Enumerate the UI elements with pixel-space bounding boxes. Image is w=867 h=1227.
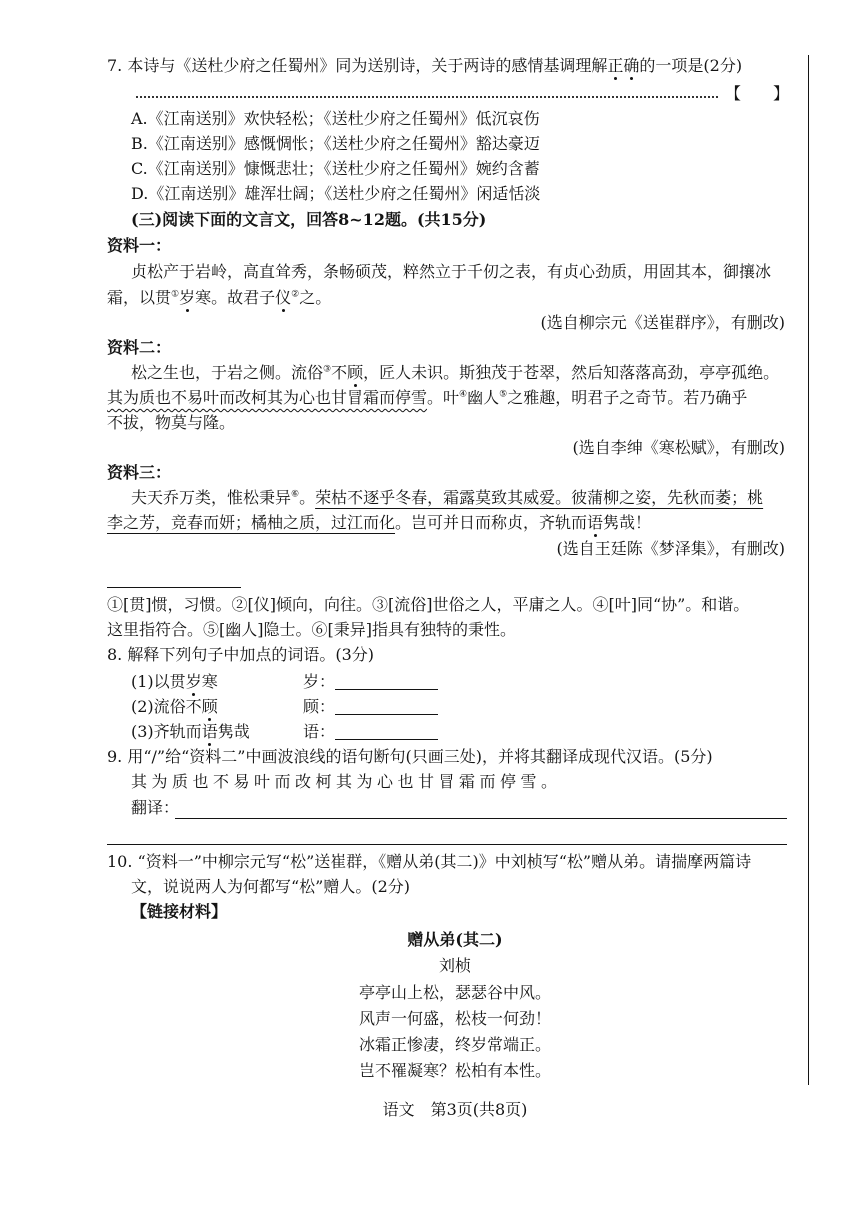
text-segment: ，匠人未识。斯独茂于苍翠，然后知落落高劲，亭亭孤绝。	[363, 363, 780, 382]
q8-answer-3	[303, 722, 438, 742]
text-segment: 齐轨而	[153, 722, 202, 741]
poem-line: 岂不罹凝寒？松柏有本性。	[358, 1061, 551, 1080]
material3-line1	[131, 488, 763, 508]
item-number: (3)	[131, 722, 154, 741]
q9-translate-label: 翻译：	[131, 798, 180, 817]
poem-line: 亭亭山上松，瑟瑟谷中风。	[358, 983, 551, 1002]
footnote-ref: ④	[459, 389, 468, 400]
text-segment: 寒	[201, 672, 218, 691]
footnote-ref: ②	[291, 289, 300, 300]
footnote-divider	[107, 587, 241, 588]
q7-answer-bracket: 【 】	[725, 84, 790, 103]
q7-option-a: A.《江南送别》欢快轻松；《送杜少府之任蜀州》低沉哀伤	[131, 109, 540, 128]
emphasized-char: 岁	[179, 288, 196, 307]
q8-stem: 8. 解释下列句子中加点的词语。(3分)	[107, 645, 375, 664]
footnote-ref: ③	[323, 364, 332, 375]
q8-item-2	[131, 697, 218, 717]
text-segment: 寒。故君子	[195, 288, 276, 307]
q9-stem: 9. 用“/”给“资料二”中画波浪线的语句断句(只画三处)，并将其翻译成现代汉语。(5分)	[107, 747, 713, 766]
text-segment: 霜，以贯	[107, 288, 172, 307]
emphasized-char: 顾	[201, 697, 218, 716]
answer-blank	[335, 698, 438, 715]
footnote-ref: ①	[171, 289, 180, 300]
material1-line1: 贞松产于岩岭，高直耸秀，条畅硕茂，粹然立于千仞之表，有贞心劲质，用固其本，御攘冰	[131, 262, 772, 281]
item-number: (2)	[131, 697, 154, 716]
text-segment: 。岂可并日而称贞，齐轨而	[395, 513, 588, 532]
text-segment: 松之生也，于岩之侧。流俗	[131, 363, 324, 382]
poem-line: 风声一何盛，松枝一何劲！	[358, 1009, 551, 1028]
emphasized-char: 语	[201, 722, 218, 741]
q9-answer-line-1	[175, 818, 787, 819]
q10-line1: 10. “资料一”中柳宗元写“松”送崔群，《赠从弟(其二)》中刘桢写“松”赠从弟。请揣摩两篇诗	[107, 852, 752, 871]
q8-answer-1	[303, 672, 438, 692]
text-segment: 夫天乔万类，惟松秉异	[131, 488, 292, 507]
underlined-passage: 李之芳，竞春而妍；橘柚之质，过江而化	[107, 513, 396, 532]
material1-line2	[107, 288, 331, 308]
material1-source: (选自柳宗元《送崔群序》，有删改)	[540, 313, 785, 332]
poem-line: 冰霜正惨凄，终岁常端正。	[358, 1035, 551, 1054]
poem-author: 刘桢	[438, 956, 471, 975]
q10-line2: 文，说说两人为何都写“松”赠人。(2分)	[131, 877, 411, 896]
material2-label: 资料二：	[107, 338, 172, 357]
q7-stem-after: 的一项是(2分)	[639, 56, 743, 75]
q8-item-1	[131, 672, 218, 692]
text-segment: 之。	[299, 288, 332, 307]
q9-sentence: 其为质也不易叶而改柯其为心也甘冒霜而停雪。	[131, 772, 562, 791]
footnote-line2: 这里指符合。⑤[幽人]隐士。⑥[秉异]指具有独特的秉性。	[107, 620, 516, 639]
q9-answer-line-2	[107, 844, 787, 845]
q7-emphasis-2: 确	[623, 56, 640, 75]
q7-stem-before: 7. 本诗与《送杜少府之任蜀州》同为送别诗，关于两诗的感情基调理解	[107, 56, 608, 75]
material2-line1	[131, 363, 779, 383]
text-segment: 。	[299, 488, 316, 507]
q7-stem	[107, 56, 742, 76]
material2-line3: 不拔，物莫与隆。	[107, 413, 236, 432]
answer-label: 岁：	[303, 672, 336, 691]
underlined-passage: 荣枯不逐乎冬春，霜露莫致其威爱。彼蒲柳之姿，先秋而萎；桃	[315, 488, 764, 507]
emphasized-char: 顾	[347, 363, 364, 382]
text-segment: 隽哉	[217, 722, 250, 741]
q7-option-c: C.《江南送别》慷慨悲壮；《送杜少府之任蜀州》婉约含蓄	[131, 159, 540, 178]
page-footer: 语文 第3页(共8页)	[382, 1100, 528, 1119]
q7-dotted-leader	[136, 96, 718, 98]
text-segment: 。叶	[427, 388, 460, 407]
material2-source: (选自李绅《寒松赋》，有删改)	[572, 438, 785, 457]
footnote-ref: ⑥	[291, 489, 300, 500]
answer-label: 语：	[303, 722, 336, 741]
material1-label: 资料一：	[107, 236, 172, 255]
text-segment: 幽人	[467, 388, 500, 407]
text-segment: 不	[331, 363, 348, 382]
material2-line2	[107, 388, 747, 408]
text-segment: 之雅趣，明君子之奇节。若乃确乎	[507, 388, 748, 407]
q10-link-label: 【链接材料】	[131, 902, 228, 921]
q8-answer-2	[303, 697, 438, 717]
answer-blank	[335, 723, 438, 740]
emphasized-char: 岁	[185, 672, 202, 691]
material3-source: (选自王廷陈《梦泽集》，有删改)	[556, 539, 785, 558]
material3-line2	[107, 513, 651, 533]
q8-item-3	[131, 722, 250, 742]
poem-title: 赠从弟(其二)	[407, 930, 503, 949]
answer-label: 顾：	[303, 697, 336, 716]
footnote-line1: ①[贯]惯，习惯。②[仪]倾向，向往。③[流俗]世俗之人，平庸之人。④[叶]同“协”。和谐。	[107, 595, 750, 614]
material3-label: 资料三：	[107, 463, 172, 482]
emphasized-char: 仪	[275, 288, 292, 307]
text-segment: 流俗不	[153, 697, 202, 716]
emphasized-char: 语	[587, 513, 604, 532]
text-segment: 以贯	[153, 672, 186, 691]
footnote-ref: ⑤	[499, 389, 508, 400]
section3-heading: (三)阅读下面的文言文，回答8~12题。(共15分)	[131, 210, 487, 229]
text-segment: 隽哉！	[603, 513, 652, 532]
answer-blank	[335, 673, 438, 690]
q7-option-b: B.《江南送别》感慨惆怅；《送杜少府之任蜀州》豁达豪迈	[131, 134, 540, 153]
q7-option-d: D.《江南送别》雄浑壮阔；《送杜少府之任蜀州》闲适恬淡	[131, 184, 541, 203]
wavy-underlined-sentence: 其为质也不易叶而改柯其为心也甘冒霜而停雪	[107, 388, 428, 407]
right-margin-rule	[808, 55, 809, 1085]
item-number: (1)	[131, 672, 154, 691]
q7-emphasis-1: 正	[607, 56, 624, 75]
